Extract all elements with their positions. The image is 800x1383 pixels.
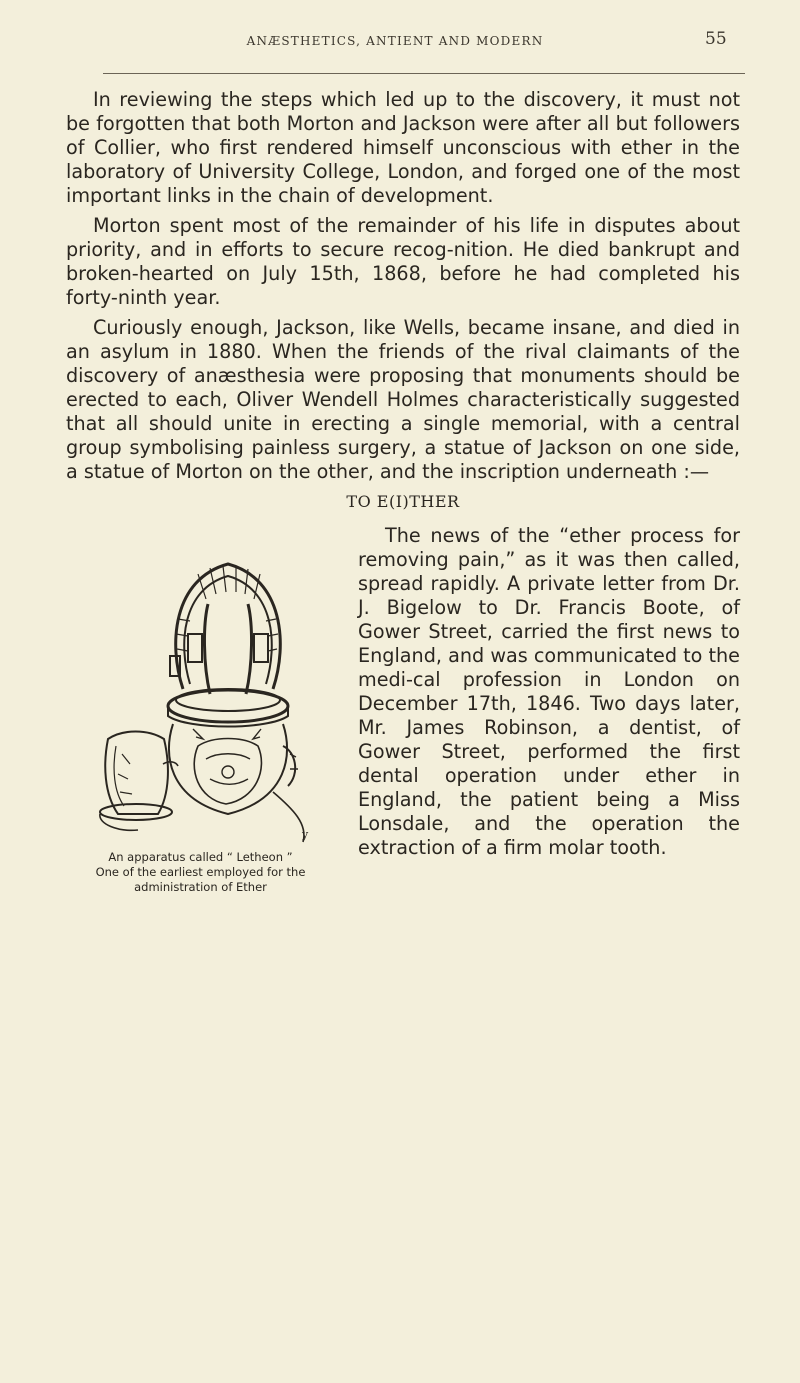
caption-line-1: An apparatus called “ Letheon ” (108, 850, 293, 864)
svg-text:y: y (302, 828, 309, 841)
paragraph-jackson: Curiously enough, Jackson, like Wells, became insane, and died in an asylum in 1880. When the friends of the rival claimants of the discovery of anæsthesia were proposing that monuments should be erected to each, Oliver Wendell Holmes characteristically suggested that all should unite in erecting a single memorial, with a central group symbolising painless surgery, a statue of Jackson on one side, a statue of Morton on the other, and the inscription underneath :— (66, 316, 740, 483)
paragraph-morton: Morton spent most of the remainder of his life in disputes about priority, and in efforts to secure recog-nition. He died bankrupt and broken-hearted on July 15th, 1868, before he had completed his forty-ninth year. (66, 214, 740, 309)
body-text (66, 88, 740, 899)
paragraph-news: The news of the “ether process for removing pain,” as it was then called, spread rapidly. A private letter from Dr. J. Bigelow to Dr. Francis Boote, of Gower Street, carried the first news to England, and was communicated to the medi-cal profession in London on December 17th, 1846. Two days later, Mr. James Robinson, a dentist, of Gower Street, performed the first dental operation under ether in England, the patient being a Miss Lonsdale, and the operation the extraction of a firm molar tooth. (358, 524, 740, 859)
letheon-apparatus-illustration (78, 524, 348, 844)
paragraph-collier: In reviewing the steps which led up to the discovery, it must not be forgotten that both Morton and Jackson were after all but followers of Collier, who first rendered himself unconscious with ether in the laboratory of University College, London, and forged one of the most important links in the chain of development. (66, 88, 740, 207)
letheon-figure (58, 524, 348, 899)
caption-line-2: One of the earliest employed for the (95, 865, 306, 879)
figure-caption (48, 850, 353, 895)
header-rule (103, 73, 745, 74)
page-number: 55 (705, 29, 727, 49)
inscription: TO E(I)THER (346, 492, 460, 511)
running-head: ANÆSTHETICS, ANTIENT AND MODERN (246, 34, 544, 48)
caption-line-3: administration of Ether (134, 880, 267, 894)
